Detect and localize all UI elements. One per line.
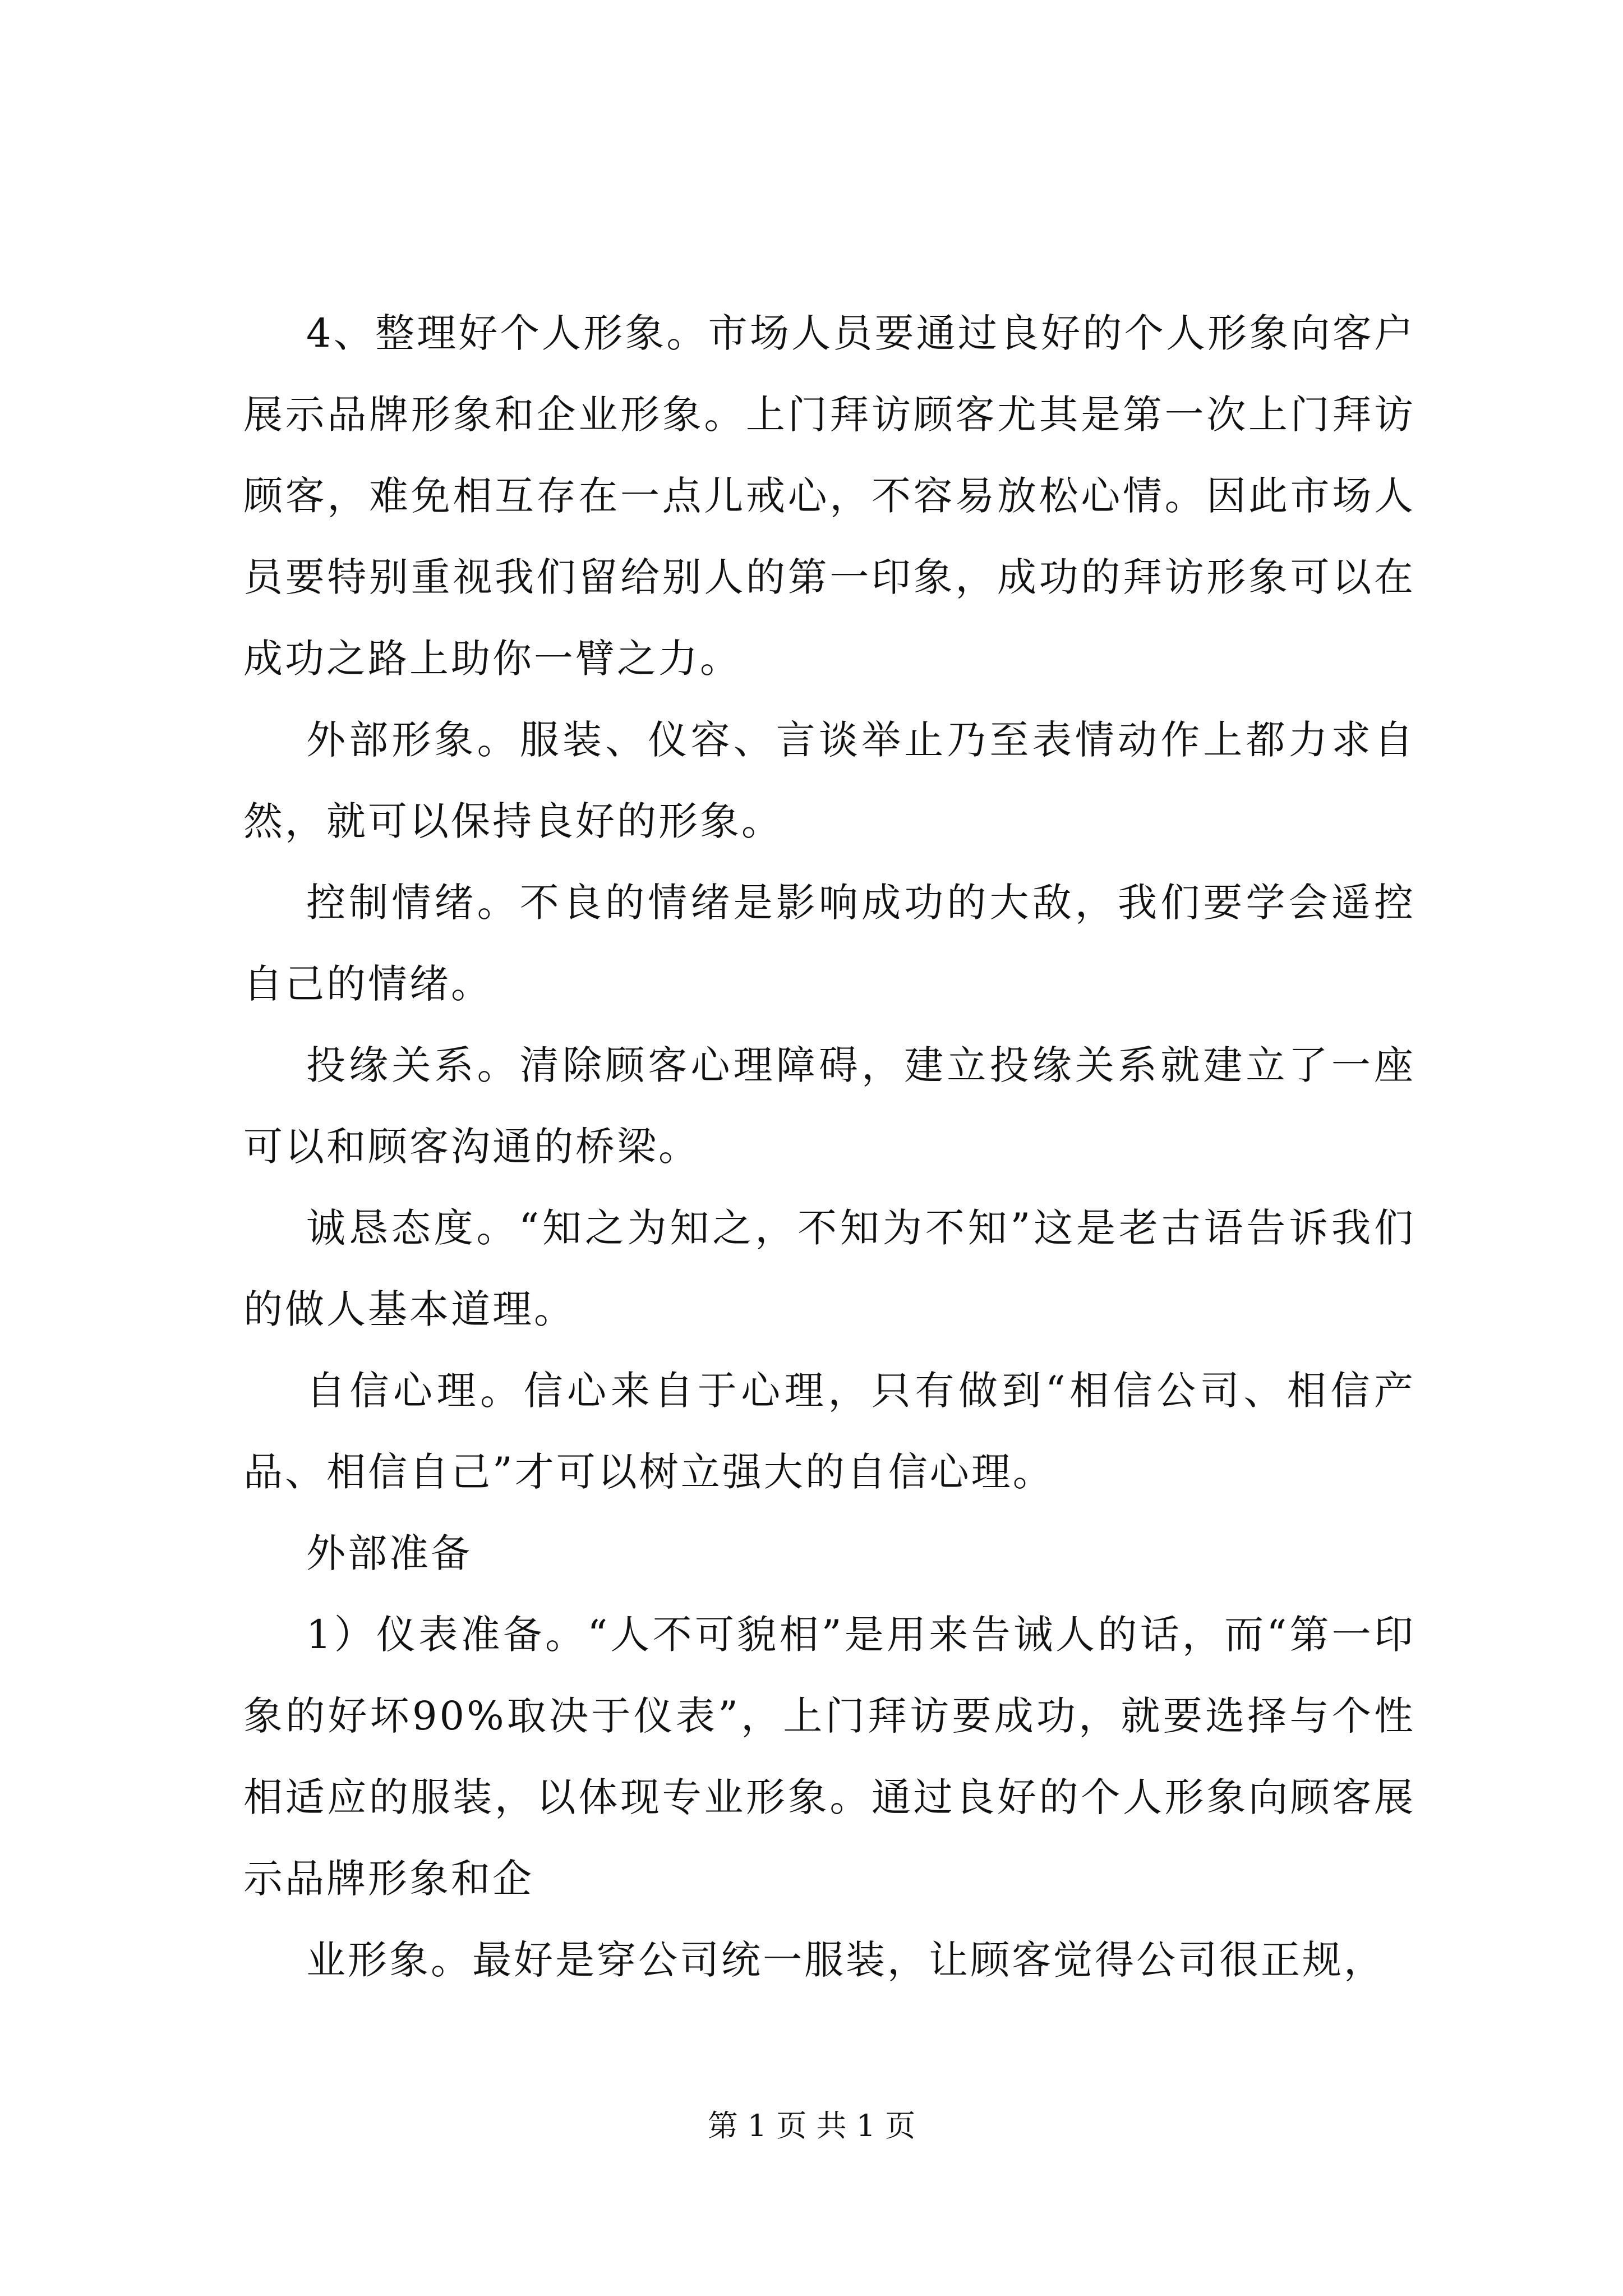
document-body (243, 293, 1415, 2001)
paragraph-rapport: 投缘关系。清除顾客心理障碍，建立投缘关系就建立了一座可以和顾客沟通的桥梁。 (243, 1042, 1415, 1170)
paragraph-external-image: 外部形象。服装、仪容、言谈举止乃至表情动作上都力求自然，就可以保持良好的形象。 (243, 717, 1415, 844)
paragraph-external-preparation-heading: 外部准备 (306, 1530, 472, 1576)
paragraph-personal-image: 4、整理好个人形象。市场人员要通过良好的个人形象向客户展示品牌形象和企业形象。上门拜访顾客尤其是第一次上门拜访顾客，难免相互存在一点儿戒心，不容易放松心情。因此市场人员要特别重视我们留给别人的第一印象，成功的拜访形象可以在成功之路上助你一臂之力。 (243, 310, 1415, 682)
paragraph-appearance-preparation: 1）仪表准备。“人不可貌相”是用来告诫人的话，而“第一印象的好坏90%取决于仪表”，上门拜访要成功，就要选择与个性相适应的服装，以体现专业形象。通过良好的个人形象向顾客展示品牌形象和企 (243, 1612, 1415, 1902)
paragraph-sincere-attitude: 诚恳态度。“知之为知之，不知为不知”这是老古语告诉我们的做人基本道理。 (243, 1205, 1415, 1332)
paragraph-control-emotion: 控制情绪。不良的情绪是影响成功的大敌，我们要学会遥控自己的情绪。 (243, 880, 1415, 1007)
paragraph-self-confidence: 自信心理。信心来自于心理，只有做到“相信公司、相信产品、相信自己”才可以树立强大的自信心理。 (243, 1368, 1415, 1495)
page-number-footer: 第 1 页 共 1 页 (707, 2108, 916, 2143)
paragraph-uniform: 业形象。最好是穿公司统一服装，让顾客觉得公司很正规， (306, 1937, 1385, 1983)
